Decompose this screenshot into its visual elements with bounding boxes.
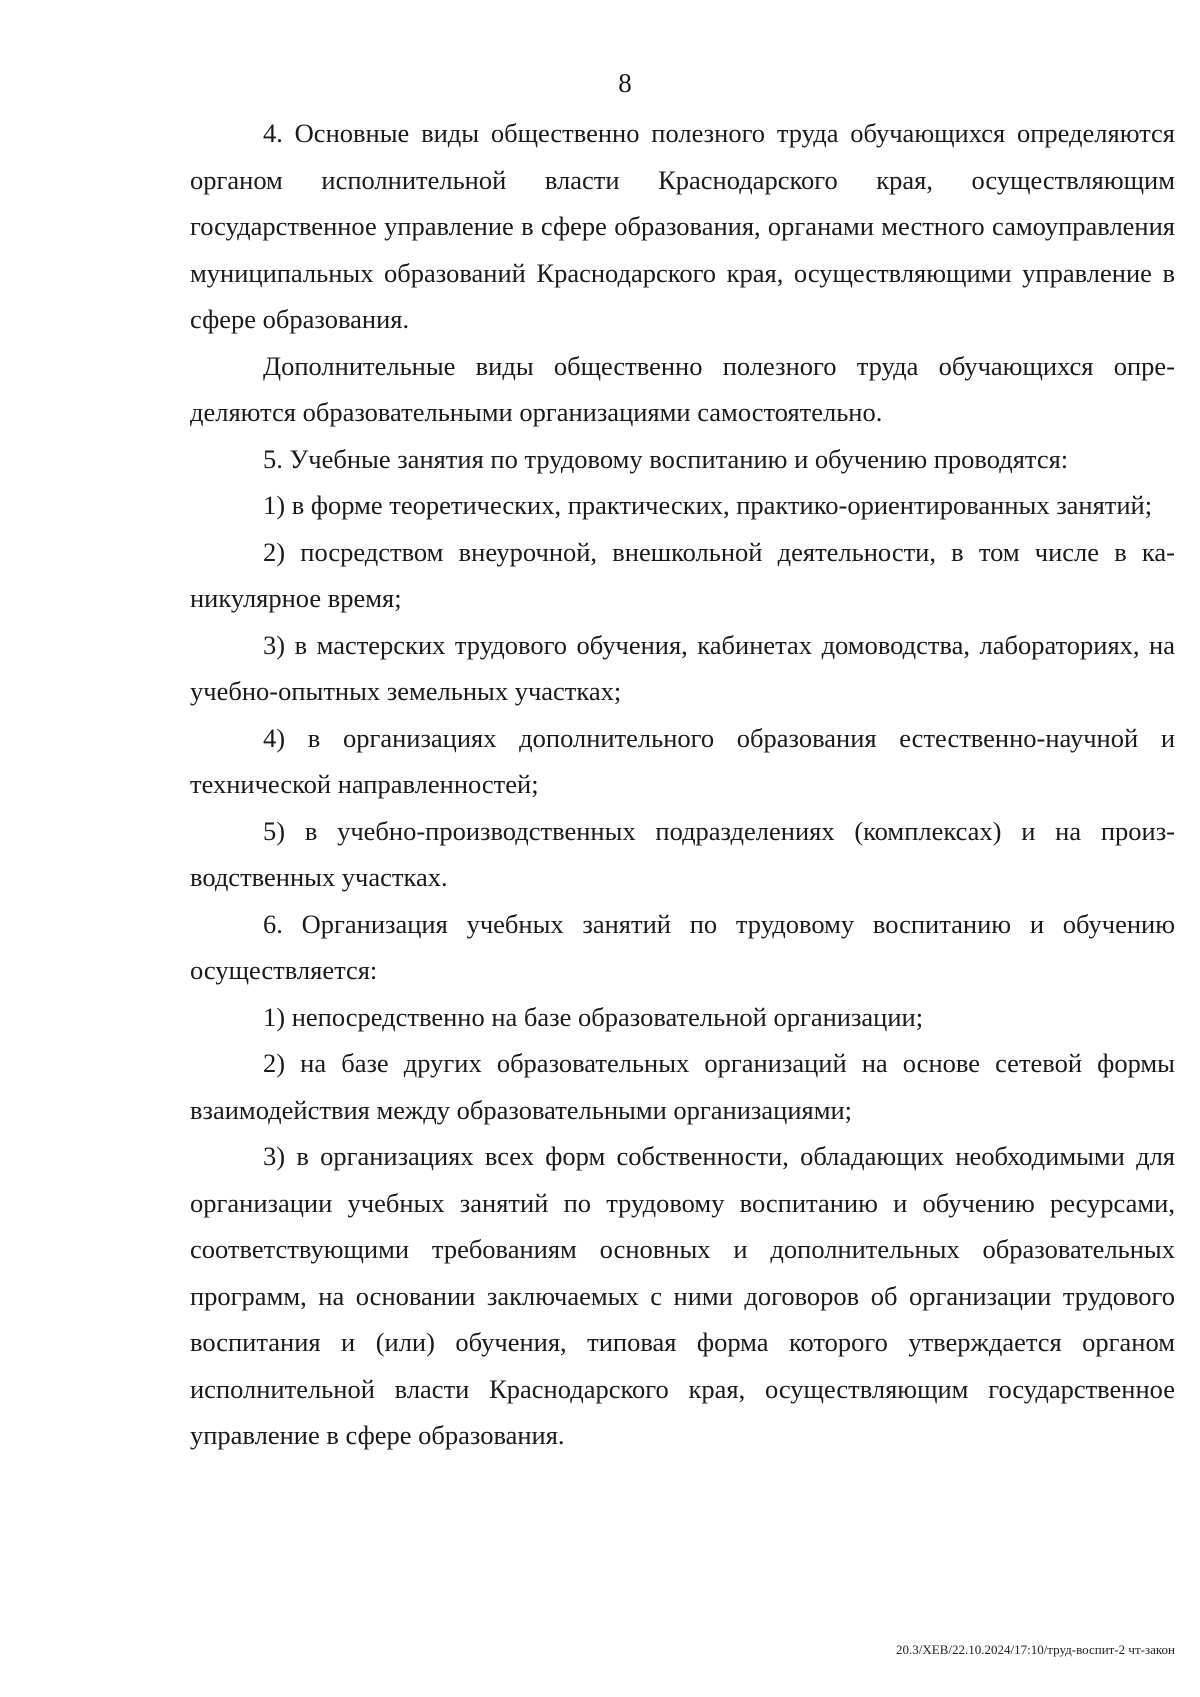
paragraph-item-5-2: 2) посредством внеурочной, внешкольной деятельности, в том числе в каникулярное время; [190,536,1175,613]
paragraph-item-4: 4. Основные виды общественно полезного труда обучающихся определяются органом исполнительной власти Краснодарского края, осуществляющим государственное управление в сфере образования, органами местного самоуправления муниципальных образований Краснодарского края, осуществляющими управление в сфере образования. [190,118,1175,334]
paragraph-additional-types: Дополнительные виды общественно полезного труда обучающихся определяются образовательными организациями самостоятельно. [190,350,1175,427]
paragraph-item-5: 5. Учебные занятия по трудовому воспитанию и обучению проводятся: [263,443,1069,474]
paragraph-item-5-3: 3) в мастерских трудового обучения, кабинетах домоводства, лабораториях, на учебно-опытных земельных участках; [190,629,1175,706]
paragraph-item-6-1: 1) непосредственно на базе образовательной организации; [263,1001,924,1032]
paragraph-item-6: 6. Организация учебных занятий по трудовому воспитанию и обучению осуществляется: [190,908,1175,985]
page-number: 8 [618,68,632,98]
paragraph-item-5-4: 4) в организациях дополнительного образования естественно-научной и технической направленностей; [190,722,1175,799]
paragraph-item-6-3: 3) в организациях всех форм собственности, обладающих необходимыми для организации учебных занятий по трудовому воспитанию и обучению ресурсами, соответствующими требованиям основных и дополнительных образовательных программ, на основании заключаемых с ними договоров об организации трудового воспитания и (или) обучения, типовая форма которого утверждается органом исполнительной власти Краснодарского края, осуществляющим государственное управление в сфере образования. [190,1141,1175,1450]
document-body [190,110,1175,1459]
paragraph-item-5-1: 1) в форме теоретических, практических, практико-ориентированных занятий; [263,490,1153,520]
document-footer-code: 20.3/ХЕВ/22.10.2024/17:10/труд-воспит-2 чт-закон [896,1642,1175,1657]
paragraph-item-5-5: 5) в учебно-производственных подразделениях (комплексах) и на производственных участках. [190,815,1175,892]
paragraph-item-6-2: 2) на базе других образовательных организаций на основе сетевой формы взаимодействия между образовательными организациями; [190,1048,1175,1125]
